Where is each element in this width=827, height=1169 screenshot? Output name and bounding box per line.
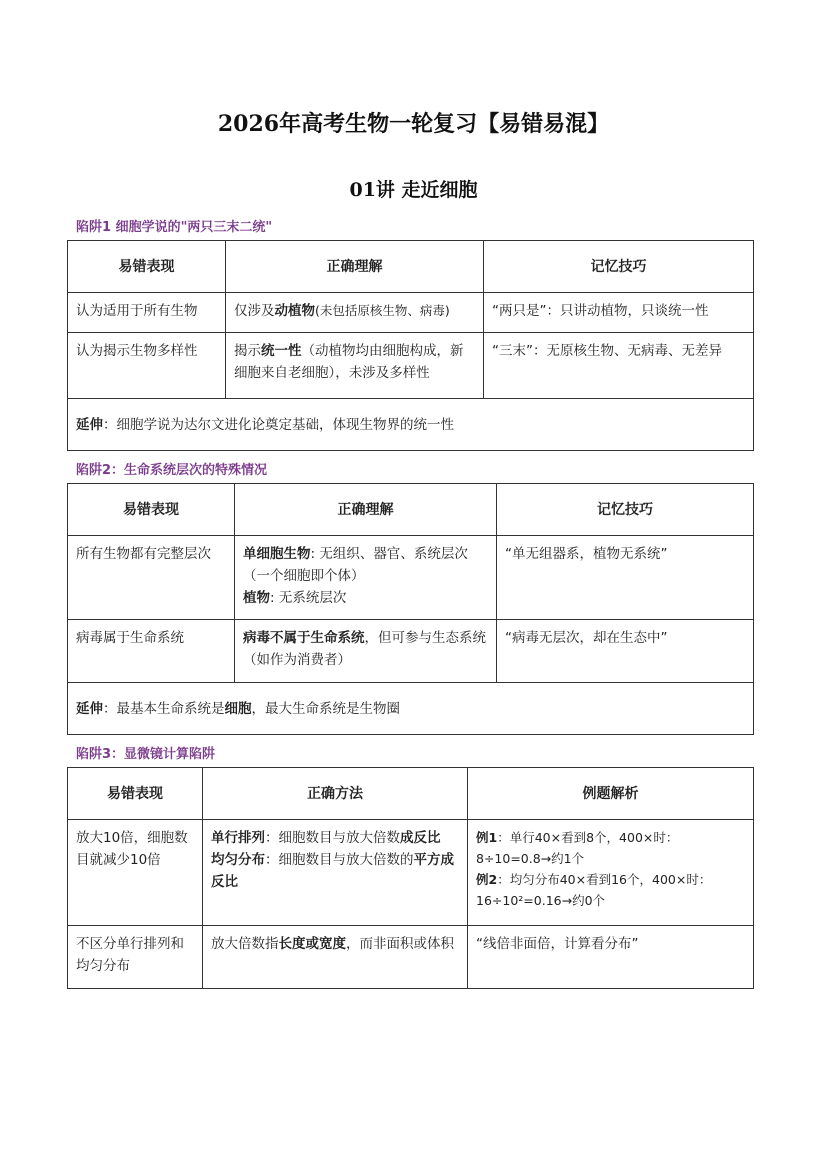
table-row	[68, 536, 754, 620]
tip-cell: “两只是”：只讲动植物，只谈统一性	[484, 293, 754, 333]
table-header-row	[68, 241, 754, 293]
note-cell: 延伸：细胞学说为达尔文进化论奠定基础，体现生物界的统一性	[68, 399, 754, 451]
header-cell: 记忆技巧	[497, 484, 754, 536]
table-row	[68, 333, 754, 399]
note-row	[68, 399, 754, 451]
understanding-cell: 仅涉及动植物(未包括原核生物、病毒)	[226, 293, 484, 333]
table-header-row	[68, 484, 754, 536]
document-title: 2026年高考生物一轮复习【易错易混】	[217, 111, 610, 137]
table-row	[68, 926, 754, 989]
table-row	[68, 820, 754, 926]
mistake-cell: 认为适用于所有生物	[68, 293, 226, 333]
tip-cell: “三末”：无原核生物、无病毒、无差异	[484, 333, 754, 399]
table-row	[68, 620, 754, 683]
header-cell: 易错表现	[68, 768, 203, 820]
tip-cell: “病毒无层次，却在生态中”	[497, 620, 754, 683]
table-row	[68, 293, 754, 333]
note-row	[68, 683, 754, 735]
section-1-heading: 陷阱1 细胞学说的"两只三末二统"	[76, 220, 273, 235]
understanding-cell: 病毒不属于生命系统，但可参与生态系统（如作为消费者）	[235, 620, 497, 683]
section-3-table	[67, 767, 754, 989]
lecture-title: 01讲 走近细胞	[349, 179, 478, 201]
understanding-cell: 揭示统一性（动植物均由细胞构成，新细胞来自老细胞），未涉及多样性	[226, 333, 484, 399]
section-2-heading: 陷阱2：生命系统层次的特殊情况	[76, 463, 268, 478]
mistake-cell: 认为揭示生物多样性	[68, 333, 226, 399]
mistake-cell: 所有生物都有完整层次	[68, 536, 235, 620]
mistake-cell: 病毒属于生命系统	[68, 620, 235, 683]
section-3-heading: 陷阱3：显微镜计算陷阱	[76, 747, 216, 762]
header-cell: 正确理解	[226, 241, 484, 293]
method-cell: 单行排列：细胞数目与放大倍数成反比 均匀分布：细胞数目与放大倍数的平方成反比	[203, 820, 468, 926]
table-header-row	[68, 768, 754, 820]
example-cell: 例1：单行40×看到8个，400×时： 8÷10=0.8→约1个 例2：均匀分布40×看到16个，400×时： 16÷10²=0.16→约0个	[468, 820, 754, 926]
section-1-table	[67, 240, 754, 451]
tip-cell: “线倍非面倍，计算看分布”	[468, 926, 754, 989]
mistake-cell: 放大10倍，细胞数目就减少10倍	[68, 820, 203, 926]
understanding-cell: 单细胞生物: 无组织、器官、系统层次（一个细胞即个体） 植物: 无系统层次	[235, 536, 497, 620]
header-cell: 正确理解	[235, 484, 497, 536]
header-cell: 记忆技巧	[484, 241, 754, 293]
header-cell: 易错表现	[68, 484, 235, 536]
note-cell: 延伸：最基本生命系统是细胞，最大生命系统是生物圈	[68, 683, 754, 735]
mistake-cell: 不区分单行排列和均匀分布	[68, 926, 203, 989]
tip-cell: “单无组器系，植物无系统”	[497, 536, 754, 620]
method-cell: 放大倍数指长度或宽度，而非面积或体积	[203, 926, 468, 989]
header-cell: 例题解析	[468, 768, 754, 820]
header-cell: 正确方法	[203, 768, 468, 820]
header-cell: 易错表现	[68, 241, 226, 293]
section-2-table	[67, 483, 754, 735]
